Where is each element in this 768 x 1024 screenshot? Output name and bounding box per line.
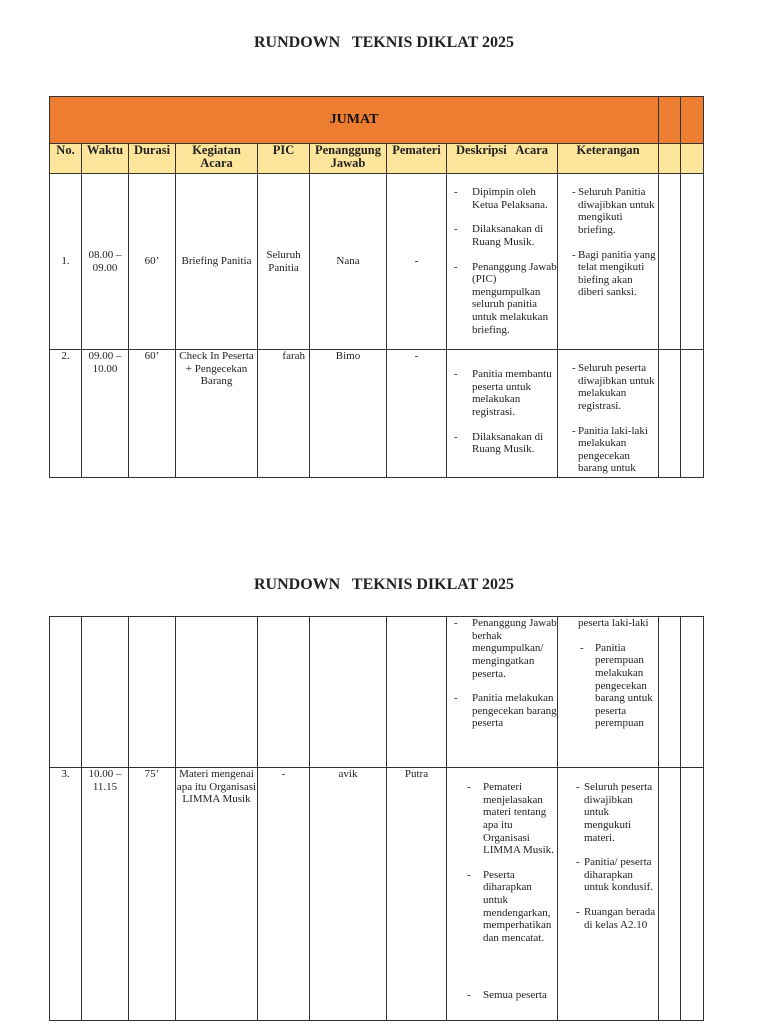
empty-cell xyxy=(681,144,704,174)
header-penanggung-jawab: Penanggung Jawab xyxy=(310,144,387,174)
header-deskripsi: Deskripsi Acara xyxy=(447,144,558,174)
row-waktu: 10.00 – 11.15 xyxy=(82,768,129,1021)
row-keterangan xyxy=(558,768,659,1021)
deskripsi-item: - Pemateri menjelasakan materi tentang apa itu Organisasi LIMMA Musik. xyxy=(447,781,557,857)
column-header-row xyxy=(50,144,704,174)
empty-cell xyxy=(681,617,704,768)
row-kegiatan: Materi mengenai apa itu Organisasi LIMMA Musik xyxy=(176,768,258,1021)
day-label: JUMAT xyxy=(50,97,659,144)
empty-cell xyxy=(82,617,129,768)
empty-cell xyxy=(659,350,681,478)
row-pemateri: - xyxy=(387,174,447,350)
deskripsi-item: - Panitia melakukan pengecekan barang peserta xyxy=(447,692,557,730)
deskripsi-item: - Semua peserta xyxy=(447,989,557,1002)
keterangan-item: - Seluruh Panitia diwajibkan untuk mengikuti briefing. xyxy=(558,186,658,237)
row-durasi: 75’ xyxy=(129,768,176,1021)
row-keterangan xyxy=(558,617,659,768)
page-title: RUNDOWN TEKNIS DIKLAT 2025 xyxy=(253,34,515,51)
row-deskripsi xyxy=(447,768,558,1021)
header-durasi: Durasi xyxy=(129,144,176,174)
row-penanggung-jawab: Nana xyxy=(310,174,387,350)
empty-cell xyxy=(681,97,704,144)
keterangan-item: - Ruangan berada di kelas A2.10 xyxy=(558,906,658,931)
deskripsi-item: - Penanggung Jawab (PIC) mengumpulkan seluruh panitia untuk melakukan briefing. xyxy=(447,261,557,337)
row-penanggung-jawab: avik xyxy=(310,768,387,1021)
empty-cell xyxy=(258,617,310,768)
row-waktu: 09.00 – 10.00 xyxy=(82,350,129,478)
page-title: RUNDOWN TEKNIS DIKLAT 2025 xyxy=(253,576,515,593)
row-no: 2. xyxy=(50,350,82,478)
empty-cell xyxy=(659,174,681,350)
row-pic: farah xyxy=(258,350,310,478)
empty-cell xyxy=(659,97,681,144)
empty-cell xyxy=(659,768,681,1021)
row-penanggung-jawab: Bimo xyxy=(310,350,387,478)
header-waktu: Waktu xyxy=(82,144,129,174)
row-deskripsi xyxy=(447,617,558,768)
deskripsi-item: - Peserta diharapkan untuk mendengarkan, memperhatikan dan mencatat. xyxy=(447,869,557,945)
keterangan-item: - Bagi panitia yang telat mengikuti biefing akan diberi sanksi. xyxy=(558,249,658,300)
keterangan-text: peserta laki-laki xyxy=(578,617,649,629)
header-pic: PIC xyxy=(258,144,310,174)
keterangan-item: - Panitia laki-laki melakukan pengecekan barang untuk xyxy=(558,425,658,476)
keterangan-item: - Panitia/ peserta diharapkan untuk kondusif. xyxy=(558,856,658,894)
empty-cell xyxy=(659,617,681,768)
row-deskripsi xyxy=(447,174,558,350)
deskripsi-item: - Dilaksanakan di Ruang Musik. xyxy=(447,223,557,248)
row-durasi: 60’ xyxy=(129,350,176,478)
keterangan-item: - Panitia perempuan melakukan pengecekan barang untuk peserta perempuan xyxy=(558,642,658,730)
table-row xyxy=(50,768,704,1021)
empty-cell xyxy=(681,350,704,478)
deskripsi-item: - Penanggung Jawab berhak mengumpulkan/ mengingatkan peserta. xyxy=(447,617,557,680)
row-pemateri: Putra xyxy=(387,768,447,1021)
header-no: No. xyxy=(50,144,82,174)
row-pemateri: - xyxy=(387,350,447,478)
empty-cell xyxy=(310,617,387,768)
empty-cell xyxy=(681,174,704,350)
rundown-table-continued xyxy=(49,616,704,1021)
row-kegiatan: Briefing Panitia xyxy=(176,174,258,350)
header-pemateri: Pemateri xyxy=(387,144,447,174)
row-pic: Seluruh Panitia xyxy=(258,174,310,350)
empty-cell xyxy=(129,617,176,768)
row-kegiatan: Check In Peserta + Pengecekan Barang xyxy=(176,350,258,478)
empty-cell xyxy=(387,617,447,768)
table-row xyxy=(50,174,704,350)
deskripsi-item: - Panitia membantu peserta untuk melakukan registrasi. xyxy=(447,368,557,419)
keterangan-item: - Seluruh peserta diwajibkan untuk melakukan registrasi. xyxy=(558,362,658,413)
row-no: 1. xyxy=(50,174,82,350)
row-keterangan xyxy=(558,350,659,478)
day-header-row xyxy=(50,97,704,144)
table-row-continued xyxy=(50,617,704,768)
header-keterangan: Keterangan xyxy=(558,144,659,174)
row-durasi: 60’ xyxy=(129,174,176,350)
table-row xyxy=(50,350,704,478)
empty-cell xyxy=(659,144,681,174)
row-no: 3. xyxy=(50,768,82,1021)
empty-cell xyxy=(681,768,704,1021)
rundown-table-jumat xyxy=(49,96,704,478)
deskripsi-item: - Dilaksanakan di Ruang Musik. xyxy=(447,431,557,456)
deskripsi-item: - Dipimpin oleh Ketua Pelaksana. xyxy=(447,186,557,211)
row-keterangan xyxy=(558,174,659,350)
row-deskripsi xyxy=(447,350,558,478)
header-kegiatan: Kegiatan Acara xyxy=(176,144,258,174)
row-pic: - xyxy=(258,768,310,1021)
empty-cell xyxy=(50,617,82,768)
row-waktu: 08.00 – 09.00 xyxy=(82,174,129,350)
empty-cell xyxy=(176,617,258,768)
keterangan-item: - Seluruh peserta diwajibkan untuk mengukuti materi. xyxy=(558,781,658,844)
